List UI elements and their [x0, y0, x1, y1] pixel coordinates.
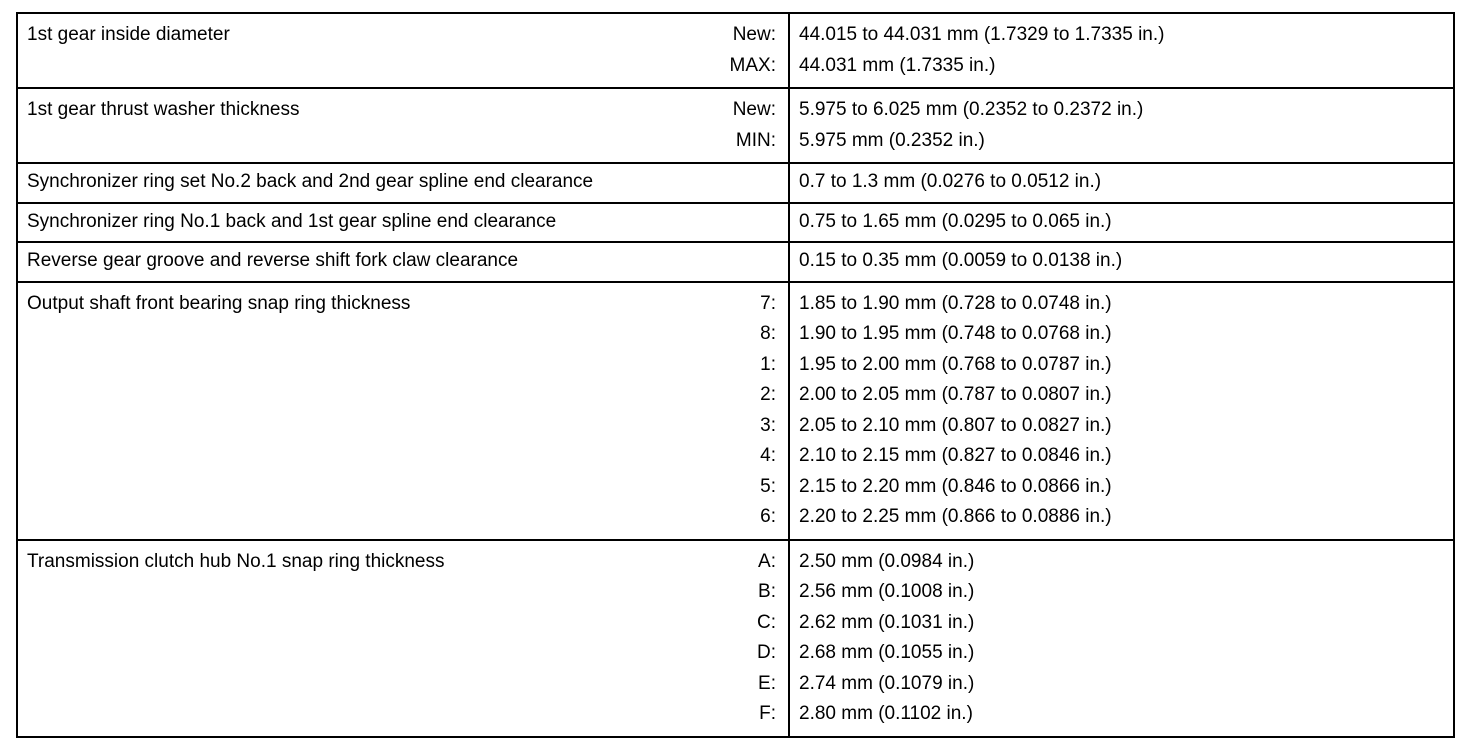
spec-value-cell: [789, 163, 1454, 203]
spec-key: 8:: [760, 323, 776, 344]
spec-value: 0.7 to 1.3 mm (0.0276 to 0.0512 in.): [799, 171, 1102, 192]
spec-value: 0.75 to 1.65 mm (0.0295 to 0.065 in.): [799, 210, 1112, 232]
spec-value: 5.975 to 6.025 mm (0.2352 to 0.2372 in.): [799, 99, 1144, 120]
specification-table: [16, 12, 1455, 738]
spec-item-wrapper: [18, 243, 788, 281]
spec-value: 2.80 mm (0.1102 in.): [799, 703, 973, 724]
spec-key: 5:: [760, 475, 776, 497]
spec-value-cell: [789, 13, 1454, 88]
spec-value: 2.62 mm (0.1031 in.): [799, 611, 975, 633]
spec-item-wrapper: [18, 204, 788, 242]
spec-item-name: 1st gear inside diameter: [27, 24, 230, 45]
spec-row: [17, 242, 1454, 282]
spec-value: 44.015 to 44.031 mm (1.7329 to 1.7335 in.): [799, 24, 1165, 45]
spec-key-list: [760, 289, 776, 533]
spec-value: 2.56 mm (0.1008 in.): [799, 581, 975, 602]
spec-key-list: [757, 547, 776, 730]
spec-item-wrapper: [18, 541, 788, 736]
spec-key: MIN:: [735, 129, 776, 151]
spec-key: 6:: [760, 506, 776, 527]
spec-item-cell: [17, 203, 789, 243]
spec-item-name: Synchronizer ring set No.2 back and 2nd gear spline end clearance: [27, 171, 594, 192]
spec-key: 2:: [760, 384, 776, 405]
spec-value: 2.10 to 2.15 mm (0.827 to 0.0846 in.): [799, 445, 1112, 466]
spec-value-list: [790, 204, 1453, 242]
spec-item-cell: [17, 540, 789, 737]
spec-value-cell: [789, 242, 1454, 282]
spec-row: [17, 88, 1454, 163]
spec-value-list: [790, 14, 1453, 87]
spec-value: 2.68 mm (0.1055 in.): [799, 642, 975, 663]
spec-item-cell: [17, 13, 789, 88]
specification-table-body: [17, 13, 1454, 737]
spec-key: E:: [758, 672, 776, 694]
spec-row: [17, 163, 1454, 203]
spec-item-cell: [17, 88, 789, 163]
spec-key: 7:: [760, 292, 776, 314]
spec-value: 1.85 to 1.90 mm (0.728 to 0.0748 in.): [799, 292, 1112, 314]
spec-value: 2.00 to 2.05 mm (0.787 to 0.0807 in.): [799, 384, 1112, 405]
spec-value-list: [790, 243, 1453, 281]
spec-item-wrapper: [18, 14, 788, 87]
spec-key: B:: [758, 581, 776, 602]
spec-item-wrapper: [18, 164, 788, 202]
spec-value-list: [790, 283, 1453, 539]
spec-value: 44.031 mm (1.7335 in.): [799, 54, 996, 76]
spec-item-cell: [17, 163, 789, 203]
spec-row: [17, 540, 1454, 737]
spec-value: 2.20 to 2.25 mm (0.866 to 0.0886 in.): [799, 506, 1112, 527]
spec-key: D:: [757, 642, 776, 663]
spec-key: MAX:: [729, 54, 776, 76]
spec-key: C:: [757, 611, 776, 633]
spec-value: 2.05 to 2.10 mm (0.807 to 0.0827 in.): [799, 414, 1112, 436]
spec-key: 4:: [760, 445, 776, 466]
spec-value-cell: [789, 540, 1454, 737]
spec-value-cell: [789, 88, 1454, 163]
spec-value: 0.15 to 0.35 mm (0.0059 to 0.0138 in.): [799, 250, 1123, 271]
spec-value-cell: [789, 282, 1454, 540]
spec-key-list: [733, 95, 776, 156]
spec-key: New:: [732, 24, 776, 45]
spec-key: 3:: [760, 414, 776, 436]
spec-value-list: [790, 541, 1453, 736]
spec-value-cell: [789, 203, 1454, 243]
spec-item-cell: [17, 282, 789, 540]
spec-value: 1.95 to 2.00 mm (0.768 to 0.0787 in.): [799, 353, 1112, 375]
spec-item-name: Reverse gear groove and reverse shift fork claw clearance: [27, 250, 519, 271]
spec-key-list: [730, 20, 776, 81]
spec-value-list: [790, 89, 1453, 162]
spec-item-wrapper: [18, 89, 788, 162]
spec-value-list: [790, 164, 1453, 202]
spec-item-name: Output shaft front bearing snap ring thickness: [27, 292, 411, 314]
spec-row: [17, 282, 1454, 540]
spec-value: 2.15 to 2.20 mm (0.846 to 0.0866 in.): [799, 475, 1112, 497]
spec-value: 1.90 to 1.95 mm (0.748 to 0.0768 in.): [799, 323, 1112, 344]
spec-value: 2.50 mm (0.0984 in.): [799, 550, 975, 572]
spec-item-wrapper: [18, 283, 788, 539]
spec-key: A:: [758, 550, 776, 572]
spec-item-name: Transmission clutch hub No.1 snap ring thickness: [27, 550, 445, 572]
spec-item-name: Synchronizer ring No.1 back and 1st gear spline end clearance: [27, 210, 557, 232]
spec-item-name: 1st gear thrust washer thickness: [27, 99, 300, 120]
spec-item-cell: [17, 242, 789, 282]
spec-row: [17, 203, 1454, 243]
spec-key: New:: [732, 99, 776, 120]
spec-value: 2.74 mm (0.1079 in.): [799, 672, 975, 694]
spec-row: [17, 13, 1454, 88]
spec-key: F:: [759, 703, 776, 724]
spec-value: 5.975 mm (0.2352 in.): [799, 129, 985, 151]
spec-key: 1:: [760, 353, 776, 375]
